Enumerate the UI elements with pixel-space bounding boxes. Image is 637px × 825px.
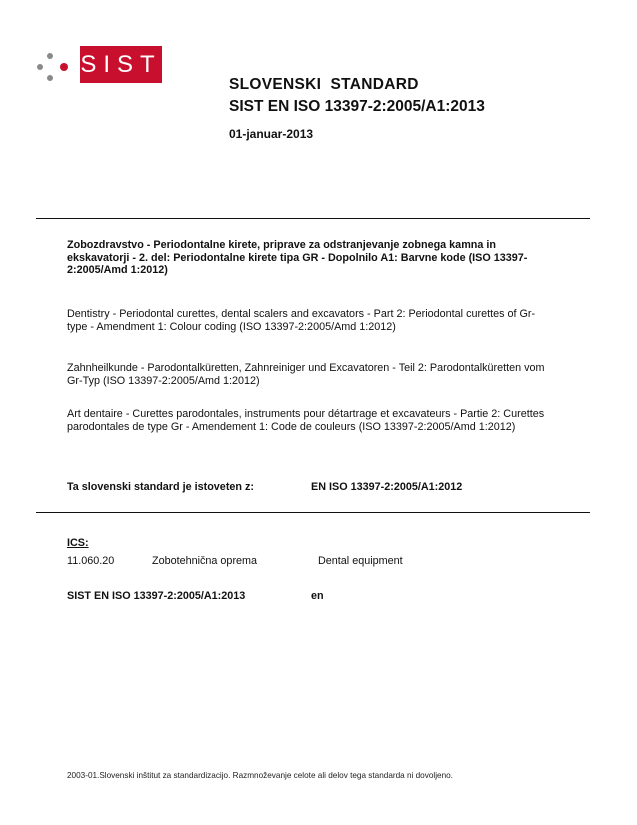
title-english: Dentistry - Periodontal curettes, dental scalers and excavators - Part 2: Periodontal curettes of Gr-type - Amendment 1: Colour coding (ISO 13397-2:2005/Amd 1:2012) — [67, 308, 536, 333]
summary-code: SIST EN ISO 13397-2:2005/A1:2013 — [67, 590, 246, 602]
logo-dots-icon — [36, 52, 80, 84]
publication-date: 01-januar-2013 — [229, 127, 314, 141]
sist-logo: SIST — [80, 46, 162, 83]
ics-heading: ICS: — [67, 537, 89, 549]
standard-code: SIST EN ISO 13397-2:2005/A1:2013 — [229, 98, 485, 115]
top-divider — [36, 218, 590, 219]
summary-language: en — [311, 590, 324, 602]
ics-code: 11.060.20 — [67, 555, 115, 567]
identical-value: EN ISO 13397-2:2005/A1:2012 — [311, 481, 463, 493]
bottom-divider — [36, 512, 590, 513]
identical-label: Ta slovenski standard je istoveten z: — [67, 481, 255, 493]
ics-description-en: Dental equipment — [318, 555, 403, 567]
ics-description-sl: Zobotehnična oprema — [152, 555, 258, 567]
title-slovenian: Zobozdravstvo - Periodontalne kirete, pripravе za odstranjevanje zobnega kamna in ekskavatorji - 2. del: Periodontalne kirete tipa GR - Dopolnilo A1: Barvne kode (ISO 13397-2:2005/Amd 1:2012) — [67, 239, 528, 277]
copyright-footer: 2003-01.Slovenski inštitut za standardizacijo. Razmnoževanje celote ali delov tega standarda ni dovoljeno. — [67, 771, 453, 780]
standard-heading: SLOVENSKI STANDARD — [229, 76, 419, 93]
title-french: Art dentaire - Curettes parodontales, instruments pour détartrage et excavateurs - Partie 2: Curettes parodontales de type Gr - Amendement 1: Code de couleurs (ISO 13397-2:2005/Amd 1:2012) — [67, 408, 545, 433]
title-german: Zahnheilkunde - Parodontalküretten, Zahnreiniger und Excavatoren - Teil 2: Parodontalküretten vom Gr-Typ (ISO 13397-2:2005/Amd 1:2012) — [67, 362, 545, 387]
